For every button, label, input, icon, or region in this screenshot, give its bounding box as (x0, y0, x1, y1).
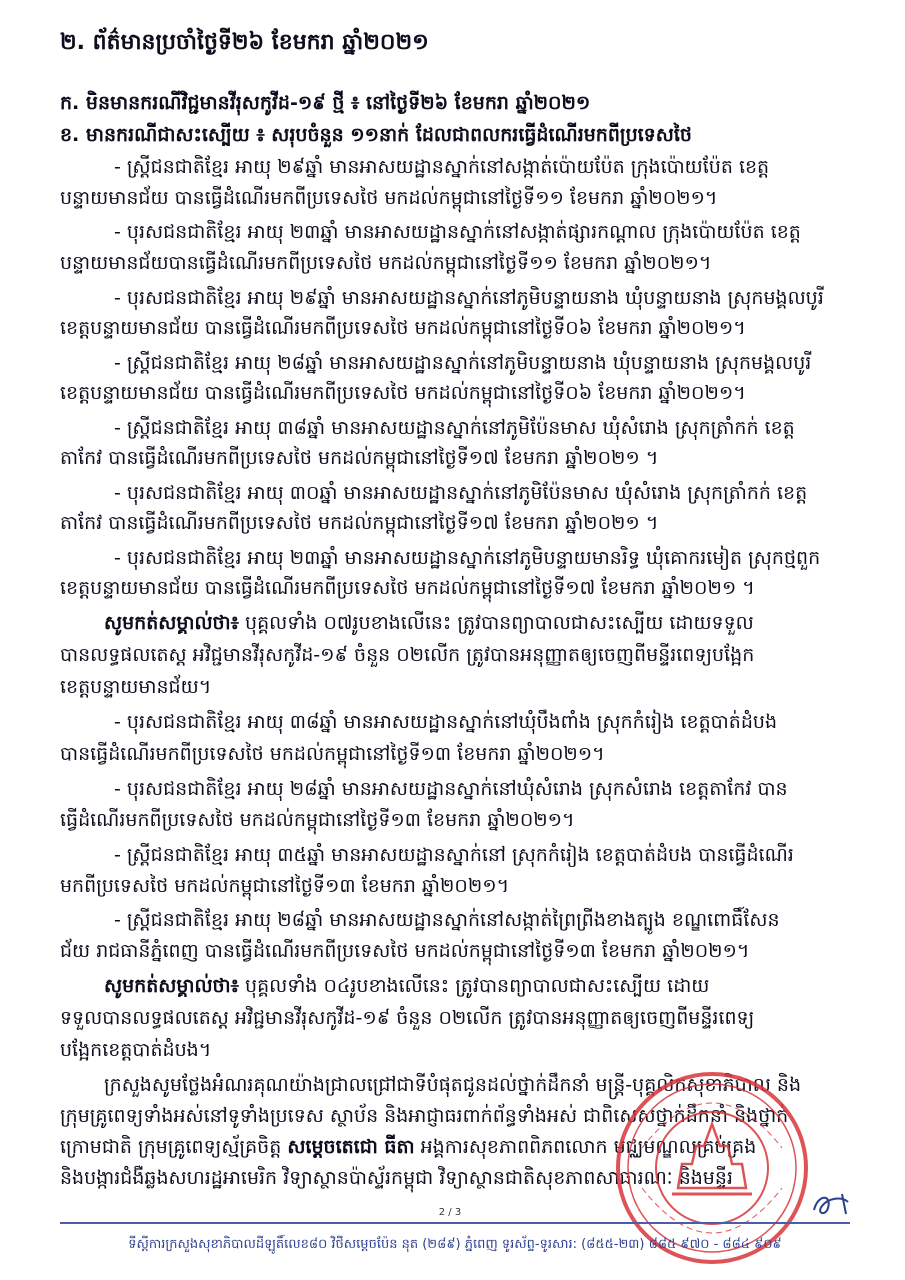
body-line: - ស្ត្រីជនជាតិខ្មែរ អាយុ ២៩ឆ្នាំ មានអាសយដ្ឋានស្នាក់នៅសង្កាត់ប៉ោយប៉ែត ក្រុងប៉ោយប៉ែត ខេត្ត (114, 156, 770, 178)
body-line: ខេត្តបន្ទាយមានជ័យ បានធ្វើដំណើរមកពីប្រទេសថៃ មកដល់កម្ពុជានៅថ្ងៃទី០៦ ខែមករា ឆ្នាំ២០២១។ (60, 382, 746, 404)
thanks-text: អង្គការសុខភាពពិភពលោក មជ្ឈមណ្ឌលគ្រប់គ្រង (414, 1136, 757, 1158)
thanks-line: ក្រុមគ្រូពេទ្យទាំងអស់នៅទូទាំងប្រទេស ស្ថាប័ន និងអាជ្ញាធរពាក់ព័ន្ធទាំងអស់ ជាពិសេសថ្នាក់ដឹកនាំ និងថ្នាក់ (60, 1105, 789, 1127)
body-line: បន្ទាយមានជ័យ បានធ្វើដំណើរមកពីប្រទេសថៃ មកដល់កម្ពុជានៅថ្ងៃទី១១ ខែមករា ឆ្នាំ២០២១។ (60, 187, 718, 209)
body-line: - ស្ត្រីជនជាតិខ្មែរ អាយុ ២៨ឆ្នាំ មានអាសយដ្ឋានស្នាក់នៅភូមិបន្ទាយនាង ឃុំបន្ទាយនាង ស្រុកមង្គលបូរី (114, 352, 812, 374)
body-line: ខេត្តបន្ទាយមានជ័យ បានធ្វើដំណើរមកពីប្រទេសថៃ មកដល់កម្ពុជានៅថ្ងៃទី០៦ ខែមករា ឆ្នាំ២០២១។ (60, 317, 746, 339)
signature-mark (808, 1188, 856, 1220)
note-line: ទទួលបានលទ្ធផលតេស្ត អវិជ្ជមានវីរុសកូវីដ-១៩ ចំនួន ០២លើក ត្រូវបានអនុញ្ញាតឲ្យចេញពីមន្ទីរពេទ្យ (60, 1007, 755, 1029)
body-line: បន្ទាយមានជ័យបានធ្វើដំណើរមកពីប្រទេសថៃ មកដល់កម្ពុជានៅថ្ងៃទី១១ ខែមករា ឆ្នាំ២០២១។ (60, 252, 712, 274)
note-label: សូមកត់សម្គាល់ថា៖ (104, 975, 239, 997)
subheading-a: ក. មិនមានករណីវិជ្ជមានវីរុសកូវីដ-១៩ ថ្មី ៖ នៅថ្ងៃទី២៦ ខែមករា ឆ្នាំ២០២១ (60, 92, 591, 114)
body-line: - បុរសជនជាតិខ្មែរ អាយុ ២៨ឆ្នាំ មានអាសយដ្ឋានស្នាក់នៅឃុំសំរោង ស្រុកសំរោង ខេត្តតាកែវ បាន (114, 778, 788, 800)
body-line: - ស្ត្រីជនជាតិខ្មែរ អាយុ ២៨ឆ្នាំ មានអាសយដ្ឋានស្នាក់នៅសង្កាត់ព្រៃព្រីងខាងត្បូង ខណ្ឌពោធិ៍សែន (114, 909, 780, 931)
body-line: - បុរសជនជាតិខ្មែរ អាយុ ២៣ឆ្នាំ មានអាសយដ្ឋានស្នាក់នៅសង្កាត់ផ្សារកណ្តាល ក្រុងប៉ោយប៉ែត ខេត្ត (114, 221, 801, 243)
body-line: តាកែវ បានធ្វើដំណើរមកពីប្រទេសថៃ មកដល់កម្ពុជានៅថ្ងៃទី១៧ ខែមករា ឆ្នាំ២០២១ ។ (60, 512, 659, 534)
body-line: មកពីប្រទេសថៃ មកដល់កម្ពុជានៅថ្ងៃទី១៣ ខែមករា ឆ្នាំ២០២១។ (60, 875, 510, 897)
body-line: ខេត្តបន្ទាយមានជ័យ បានធ្វើដំណើរមកពីប្រទេសថៃ មកដល់កម្ពុជានៅថ្ងៃទី១៧ ខែមករា ឆ្នាំ២០២១ ។ (60, 577, 755, 599)
note-text: បុគ្គលទាំង ០៤រូបខាងលើនេះ ត្រូវបានព្យាបាលជាសះស្បើយ ដោយ (239, 975, 710, 997)
body-line: ធ្វើដំណើរមកពីប្រទេសថៃ មកដល់កម្ពុជានៅថ្ងៃទី១៣ ខែមករា ឆ្នាំ២០២១។ (60, 809, 575, 831)
body-line: តាកែវ បានធ្វើដំណើរមកពីប្រទេសថៃ មកដល់កម្ពុជានៅថ្ងៃទី១៧ ខែមករា ឆ្នាំ២០២១ ។ (60, 447, 659, 469)
note-paragraph (0, 969, 905, 1003)
note-line: បានលទ្ធផលតេស្ត អវិជ្ជមានវីរុសកូវីដ-១៩ ចំនួន ០២លើក ត្រូវបានអនុញ្ញាតឲ្យចេញពីមន្ទីរពេទ្យបង្អែក (60, 644, 755, 666)
body-line: - បុរសជនជាតិខ្មែរ អាយុ ៣០ឆ្នាំ មានអាសយដ្ឋានស្នាក់នៅភូមិប៉ែនមាស ឃុំសំរោង ស្រុកត្រាំកក់ ខេត្ត (114, 482, 808, 504)
subheading-b: ខ. មានករណីជាសះស្បើយ ៖ សរុបចំនួន ១១នាក់ ដែលជាពលករធ្វើដំណើរមកពីប្រទេសថៃ (60, 124, 692, 146)
footer-divider (60, 1222, 850, 1224)
thanks-line: និងបង្ការជំងឺឆ្លងសហរដ្ឋអាមេរិក វិទ្យាស្ថានប៉ាស្ទ័រកម្ពុជា វិទ្យាស្ថានជាតិសុខភាពសាធារណៈ និងមន្ទីរ (60, 1167, 733, 1189)
thanks-bold-name: សម្ដេចតេជោ ធីតា (287, 1136, 415, 1158)
section-heading: ២. ព័ត៌មានប្រចាំថ្ងៃទី២៦ ខែមករា ឆ្នាំ២០២១ (60, 30, 429, 55)
thanks-line: ក្រសួងសូមថ្លែងអំណរគុណយ៉ាងជ្រាលជ្រៅជាទីបំផុតជូនដល់ថ្នាក់ដឹកនាំ មន្ត្រី-បុគ្គលិកសុខាភិបាល និង (104, 1074, 802, 1096)
note-line: ខេត្តបន្ទាយមានជ័យ។ (60, 676, 212, 698)
note-line: បង្អែកខេត្តបាត់ដំបង។ (60, 1039, 212, 1061)
body-line: - បុរសជនជាតិខ្មែរ អាយុ ២៩ឆ្នាំ មានអាសយដ្ឋានស្នាក់នៅភូមិបន្ទាយនាង ឃុំបន្ទាយនាង ស្រុកមង្គលបូរី (114, 287, 824, 309)
note-text: បុគ្គលទាំង ០៧រូបខាងលើនេះ ត្រូវបានព្យាបាលជាសះស្បើយ ដោយទទួល (239, 612, 754, 634)
body-line: ជ័យ រាជធានីភ្នំពេញ បានធ្វើដំណើរមកពីប្រទេសថៃ មកដល់កម្ពុជានៅថ្ងៃទី១៣ ខែមករា ឆ្នាំ២០២១។ (60, 940, 750, 962)
note-paragraph (0, 606, 905, 640)
body-line: - បុរសជនជាតិខ្មែរ អាយុ ២៣ឆ្នាំ មានអាសយដ្ឋានស្នាក់នៅភូមិបន្ទាយមានរិទ្ធ ឃុំគោករមៀត ស្រុកថ្មពួក (114, 547, 821, 569)
footer-address: ទីស្តីការក្រសួងសុខាភិបាលដីឡូតិ៍លេខ៨០ វិថីសម្តេចប៉ែន នុត (២៨៩) ភ្នំពេញ ទូរស័ព្ទ-ទូរសារ: (៨៥៥-២៣) ៨៨៥ ៩៧០ - ៨៨៤ ៩០៩ (128, 1237, 782, 1252)
body-line: បានធ្វើដំណើរមកពីប្រទេសថៃ មកដល់កម្ពុជានៅថ្ងៃទី១៣ ខែមករា ឆ្នាំ២០២១។ (60, 743, 605, 765)
page-number: 2 / 3 (438, 1207, 462, 1218)
body-line: - បុរសជនជាតិខ្មែរ អាយុ ៣៨ឆ្នាំ មានអាសយដ្ឋានស្នាក់នៅឃុំបឹងពាំង ស្រុកកំរៀង ខេត្តបាត់ដំបង (114, 711, 778, 733)
body-line: - ស្ត្រីជនជាតិខ្មែរ អាយុ ៣៥ឆ្នាំ មានអាសយដ្ឋានស្នាក់នៅ ស្រុកកំរៀង ខេត្តបាត់ដំបង បានធ្វើដំណើរ (114, 844, 794, 866)
body-line: - ស្ត្រីជនជាតិខ្មែរ អាយុ ៣៨ឆ្នាំ មានអាសយដ្ឋានស្នាក់នៅភូមិប៉ែនមាស ឃុំសំរោង ស្រុកត្រាំកក់ ខេត្ត (114, 417, 795, 439)
note-label: សូមកត់សម្គាល់ថា៖ (104, 612, 239, 634)
thanks-text: ក្រោមជាតិ ក្រុមគ្រូពេទ្យស្ម័គ្រចិត្ត (60, 1136, 288, 1158)
